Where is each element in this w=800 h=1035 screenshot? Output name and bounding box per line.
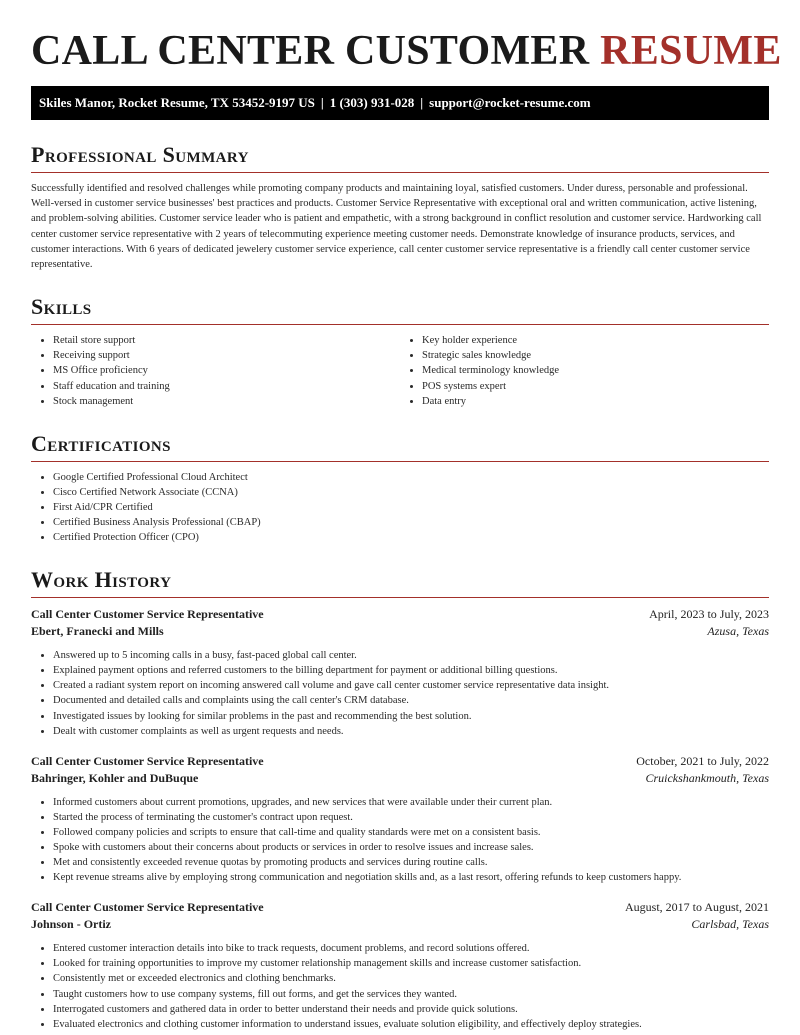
certification-item: • Certified Protection Officer (CPO) <box>53 530 769 545</box>
job-location: Carlsbad, Texas <box>691 917 769 932</box>
job-duty: • Taught customers how to use company systems, fill out forms, and get the services they wanted. <box>53 987 769 1002</box>
skills-column-left <box>31 333 400 408</box>
resume-page <box>31 0 782 1032</box>
skill-item: • Retail store support <box>53 333 400 348</box>
skill-item: • Receiving support <box>53 348 400 363</box>
contact-separator: | <box>320 95 324 110</box>
job-entry <box>31 606 769 739</box>
skills-column-right <box>400 333 769 408</box>
section-divider <box>31 324 769 325</box>
skill-item: • Strategic sales knowledge <box>422 348 769 363</box>
job-duty: • Answered up to 5 incoming calls in a busy, fast-paced global call center. <box>53 648 769 663</box>
job-entry <box>31 753 769 886</box>
skill-item: • Staff education and training <box>53 379 400 394</box>
job-duty: • Interrogated customers and gathered data in order to better understand their needs and provide quick solutions. <box>53 1002 769 1017</box>
contact-email: support@rocket-resume.com <box>429 95 591 110</box>
job-duty: • Explained payment options and referred customers to the billing department for payment or additional billing questions. <box>53 663 769 678</box>
job-duty: • Followed company policies and scripts to ensure that call-time and quality standards were met on a consistent basis. <box>53 825 769 840</box>
contact-separator: | <box>420 95 424 110</box>
certification-item: • Cisco Certified Network Associate (CCNA) <box>53 485 769 500</box>
job-duty: • Looked for training opportunities to improve my customer relationship management skills and increase customer satisfaction. <box>53 956 769 971</box>
job-duty: • Kept revenue streams alive by employing strong communication and negotiation skills and, as a last resort, offering refunds to keep customers happy. <box>53 870 769 885</box>
skill-item: • POS systems expert <box>422 379 769 394</box>
job-header <box>31 606 769 623</box>
job-duty: • Spoke with customers about their concerns about products or services in order to resolve issues and increase sales. <box>53 840 769 855</box>
skill-item: • MS Office proficiency <box>53 363 400 378</box>
skills-list <box>31 333 769 408</box>
section-title-summary: Professional Summary <box>31 142 249 167</box>
job-location: Cruickshankmouth, Texas <box>645 770 769 785</box>
certification-item: • Google Certified Professional Cloud Architect <box>53 470 769 485</box>
job-location: Azusa, Texas <box>707 624 769 639</box>
title-accent: RESUME <box>600 28 782 74</box>
job-dates: August, 2017 to August, 2021 <box>624 900 769 915</box>
job-subheader <box>31 916 769 933</box>
job-duty: • Documented and detailed calls and complaints using the call center's CRM database. <box>53 693 769 708</box>
job-role: Call Center Customer Service Representative <box>31 607 264 622</box>
job-duties <box>31 795 769 886</box>
job-header <box>31 753 769 770</box>
job-duty: • Met and consistently exceeded revenue quotas by promoting products and services during routine calls. <box>53 855 769 870</box>
contact-address: Skiles Manor, Rocket Resume, TX 53452-9197 US <box>39 95 315 110</box>
job-role: Call Center Customer Service Representative <box>31 753 264 768</box>
job-duty: • Consistently met or exceeded electronics and clothing benchmarks. <box>53 971 769 986</box>
job-duty: • Created a radiant system report on incoming answered call volume and gave call center customer service representative data insight. <box>53 678 769 693</box>
job-duty: • Entered customer interaction details into bike to track requests, document problems, and record solutions offered. <box>53 941 769 956</box>
job-role: Call Center Customer Service Representative <box>31 900 264 915</box>
job-duty: • Started the process of terminating the customer's contract upon request. <box>53 810 769 825</box>
section-title-certifications: Certifications <box>31 430 171 456</box>
section-title-work-history: Work History <box>31 567 172 593</box>
section-divider <box>31 461 769 462</box>
skill-item: • Medical terminology knowledge <box>422 363 769 378</box>
job-dates: October, 2021 to July, 2022 <box>636 753 769 768</box>
job-duty: • Informed customers about current promotions, upgrades, and new services that were available under their current plan. <box>53 795 769 810</box>
section-divider <box>31 172 769 173</box>
job-duty: • Investigated issues by looking for similar problems in the past and recommending the best solution. <box>53 709 769 724</box>
certification-item: • First Aid/CPR Certified <box>53 500 769 515</box>
certifications-list <box>31 470 769 545</box>
summary-text: Successfully identified and resolved challenges while promoting company products and maintaining loyal, satisfied customers. Under duress, personable and professional. Well-versed in customer service businesses' best practices and products. Customer Service Representative with exceptional oral and written communication, active listening, and problem-solving abilities. Customer service leader who is patient and empathetic, with a strong background in conflict resolution and customer service. Hardworking call center customer service representative with 2 years of telecommuting experience meeting customer needs. Demonstrate knowledge of insurance products, services, and customer interactions. With 6 years of dedicated jewelery customer service experience, call center customer service representative is a friendly call center customer service representative. <box>31 183 762 271</box>
skill-item: • Stock management <box>53 394 400 409</box>
job-header <box>31 899 769 916</box>
job-dates: April, 2023 to July, 2023 <box>649 607 769 622</box>
contact-bar <box>31 86 769 120</box>
job-duty: • Evaluated electronics and clothing customer information to understand issues, evaluate solution eligibility, and effectively deploy strategies. <box>53 1017 769 1032</box>
job-subheader <box>31 770 769 787</box>
job-entry <box>31 899 769 1032</box>
contact-phone: 1 (303) 931-028 <box>329 95 415 110</box>
job-subheader <box>31 623 769 640</box>
resume-title <box>31 28 782 74</box>
section-divider <box>31 597 769 598</box>
job-duties <box>31 941 769 1032</box>
job-duties <box>31 648 769 739</box>
job-duty: • Dealt with customer complaints as well as urgent requests and needs. <box>53 724 769 739</box>
skill-item: • Key holder experience <box>422 333 769 348</box>
certification-item: • Certified Business Analysis Professional (CBAP) <box>53 515 769 530</box>
section-title-skills: Skills <box>31 294 92 320</box>
job-company: Johnson - Ortiz <box>31 917 112 932</box>
job-company: Bahringer, Kohler and DuBuque <box>31 770 199 785</box>
skill-item: • Data entry <box>422 394 769 409</box>
job-company: Ebert, Franecki and Mills <box>31 624 164 639</box>
title-main: CALL CENTER CUSTOMER <box>31 28 590 74</box>
